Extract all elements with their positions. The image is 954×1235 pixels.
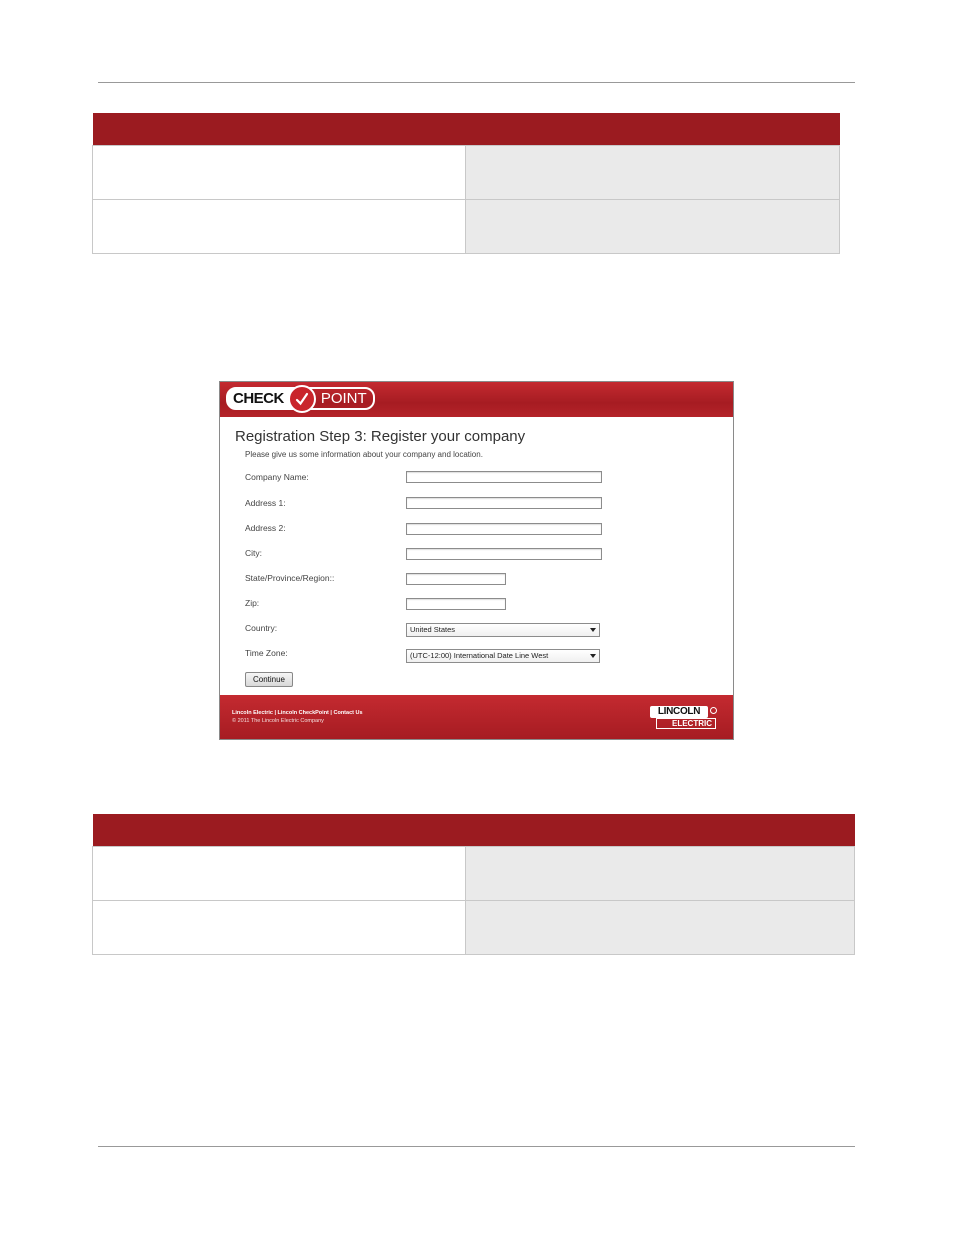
chevron-down-icon bbox=[590, 654, 596, 658]
info-table-top bbox=[92, 113, 840, 254]
checkpoint-logo bbox=[226, 387, 375, 410]
table-row bbox=[93, 200, 840, 254]
footer-copyright: © 2011 The Lincoln Electric Company bbox=[232, 718, 324, 724]
state-label: State/Province/Region:: bbox=[245, 573, 335, 583]
table-cell bbox=[466, 200, 840, 254]
table-cell bbox=[93, 146, 466, 200]
address1-label: Address 1: bbox=[245, 498, 286, 508]
state-input[interactable] bbox=[406, 573, 506, 585]
table-row bbox=[93, 146, 840, 200]
footer-rule bbox=[98, 1146, 855, 1147]
timezone-select[interactable] bbox=[406, 649, 600, 663]
logo-point-text: POINT bbox=[308, 387, 375, 410]
country-selected-value: United States bbox=[410, 625, 456, 634]
table-cell bbox=[466, 847, 855, 901]
table-header-row bbox=[93, 814, 855, 847]
registered-mark-icon bbox=[710, 707, 717, 714]
zip-label: Zip: bbox=[245, 598, 260, 608]
continue-button[interactable]: Continue bbox=[245, 672, 293, 687]
table-row bbox=[93, 847, 855, 901]
footer-links[interactable]: Lincoln Electric | Lincoln CheckPoint | Contact Us bbox=[232, 710, 363, 716]
page-subtitle: Please give us some information about your company and location. bbox=[245, 450, 483, 459]
table-cell bbox=[466, 146, 840, 200]
zip-input[interactable] bbox=[406, 598, 506, 610]
lincoln-electric-logo bbox=[650, 706, 718, 730]
table-cell bbox=[93, 847, 466, 901]
table-cell bbox=[93, 901, 466, 955]
country-label: Country: bbox=[245, 623, 278, 633]
table-header-cell bbox=[466, 814, 855, 847]
address2-label: Address 2: bbox=[245, 523, 286, 533]
table-cell bbox=[466, 901, 855, 955]
country-select[interactable] bbox=[406, 623, 600, 637]
lincoln-logo-top: LINCOLN bbox=[650, 706, 708, 718]
table-header-cell bbox=[93, 814, 466, 847]
app-footer bbox=[220, 695, 733, 739]
city-label: City: bbox=[245, 548, 262, 558]
checkmark-icon bbox=[288, 385, 316, 413]
registration-screenshot bbox=[219, 381, 734, 740]
table-header-row bbox=[93, 113, 840, 146]
logo-check-text: CHECK bbox=[226, 387, 296, 410]
info-table-bottom bbox=[92, 814, 855, 955]
table-header-cell bbox=[466, 113, 840, 146]
table-cell bbox=[93, 200, 466, 254]
address1-input[interactable] bbox=[406, 497, 602, 509]
app-header bbox=[220, 382, 733, 417]
table-row bbox=[93, 901, 855, 955]
table-header-cell bbox=[93, 113, 466, 146]
company-name-input[interactable] bbox=[406, 471, 602, 483]
timezone-selected-value: (UTC-12:00) International Date Line West bbox=[410, 651, 549, 660]
city-input[interactable] bbox=[406, 548, 602, 560]
chevron-down-icon bbox=[590, 628, 596, 632]
lincoln-logo-bottom: ELECTRIC bbox=[656, 718, 716, 729]
page-title: Registration Step 3: Register your company bbox=[235, 428, 526, 445]
address2-input[interactable] bbox=[406, 523, 602, 535]
company-name-label: Company Name: bbox=[245, 472, 309, 482]
header-rule bbox=[98, 82, 855, 83]
timezone-label: Time Zone: bbox=[245, 648, 288, 658]
